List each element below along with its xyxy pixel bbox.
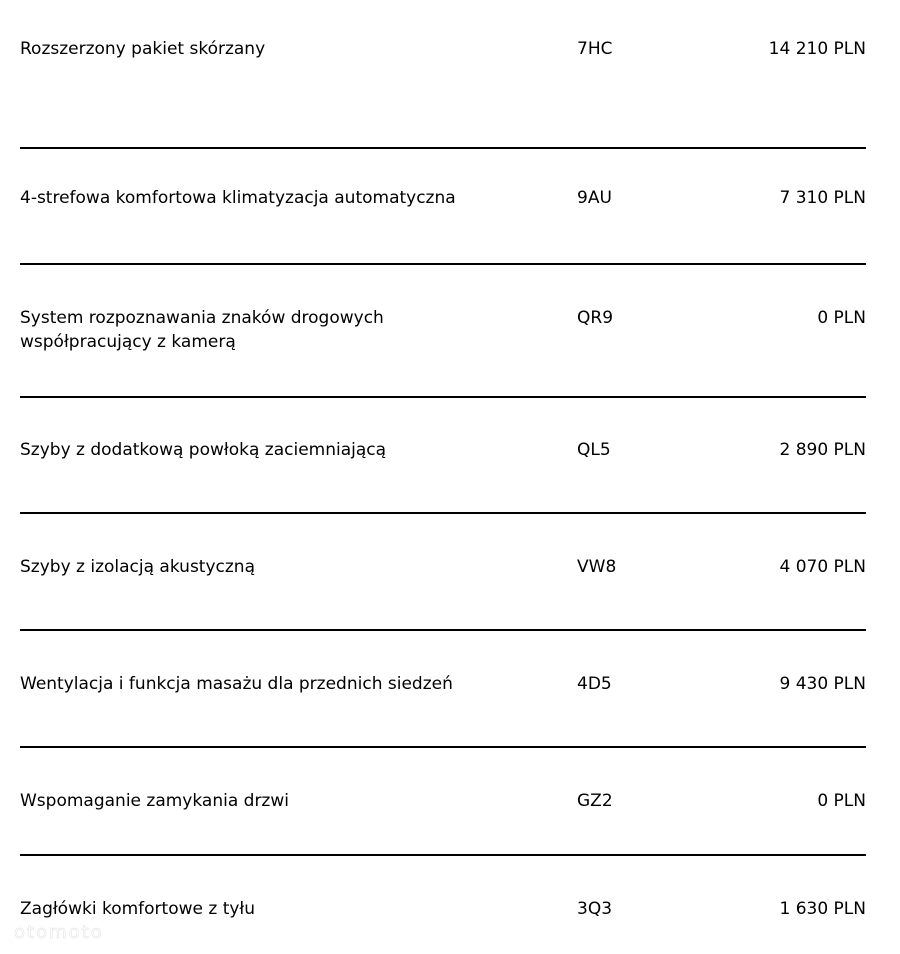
- list-item: [20, 396, 866, 512]
- option-price: 14 210 PLN: [768, 39, 866, 59]
- list-item: [20, 512, 866, 629]
- list-item: [20, 263, 866, 396]
- option-code: 7HC: [577, 39, 613, 59]
- option-code: GZ2: [577, 791, 613, 811]
- option-code: 9AU: [577, 188, 612, 208]
- option-name: 4-strefowa komfortowa klimatyzacja automatyczna: [20, 188, 456, 208]
- option-code: QR9: [577, 308, 614, 328]
- option-name: Wspomaganie zamykania drzwi: [20, 791, 289, 811]
- option-code: VW8: [577, 557, 617, 577]
- option-code: 4D5: [577, 674, 612, 694]
- list-item: [20, 147, 866, 263]
- option-name: System rozpoznawania znaków drogowych współpracujący z kamerą: [20, 308, 384, 352]
- option-price: 9 430 PLN: [779, 674, 866, 694]
- option-name: Szyby z izolacją akustyczną: [20, 557, 255, 577]
- list-item: [20, 854, 866, 954]
- option-price: 2 890 PLN: [779, 440, 866, 460]
- options-list: [20, 0, 866, 954]
- list-item: [20, 0, 866, 147]
- option-price: 0 PLN: [817, 308, 866, 328]
- option-name: Szyby z dodatkową powłoką zaciemniającą: [20, 440, 387, 460]
- option-code: QL5: [577, 440, 611, 460]
- option-code: 3Q3: [577, 899, 613, 919]
- watermark-logo: otomoto: [14, 922, 104, 943]
- list-item: [20, 629, 866, 746]
- option-name: Wentylacja i funkcja masażu dla przednich siedzeń: [20, 674, 453, 694]
- list-item: [20, 746, 866, 854]
- option-price: 7 310 PLN: [779, 188, 866, 208]
- option-price: 0 PLN: [817, 791, 866, 811]
- option-price: 4 070 PLN: [779, 557, 866, 577]
- option-price: 1 630 PLN: [779, 899, 866, 919]
- option-name: Zagłówki komfortowe z tyłu: [20, 899, 256, 919]
- option-name: Rozszerzony pakiet skórzany: [20, 39, 266, 59]
